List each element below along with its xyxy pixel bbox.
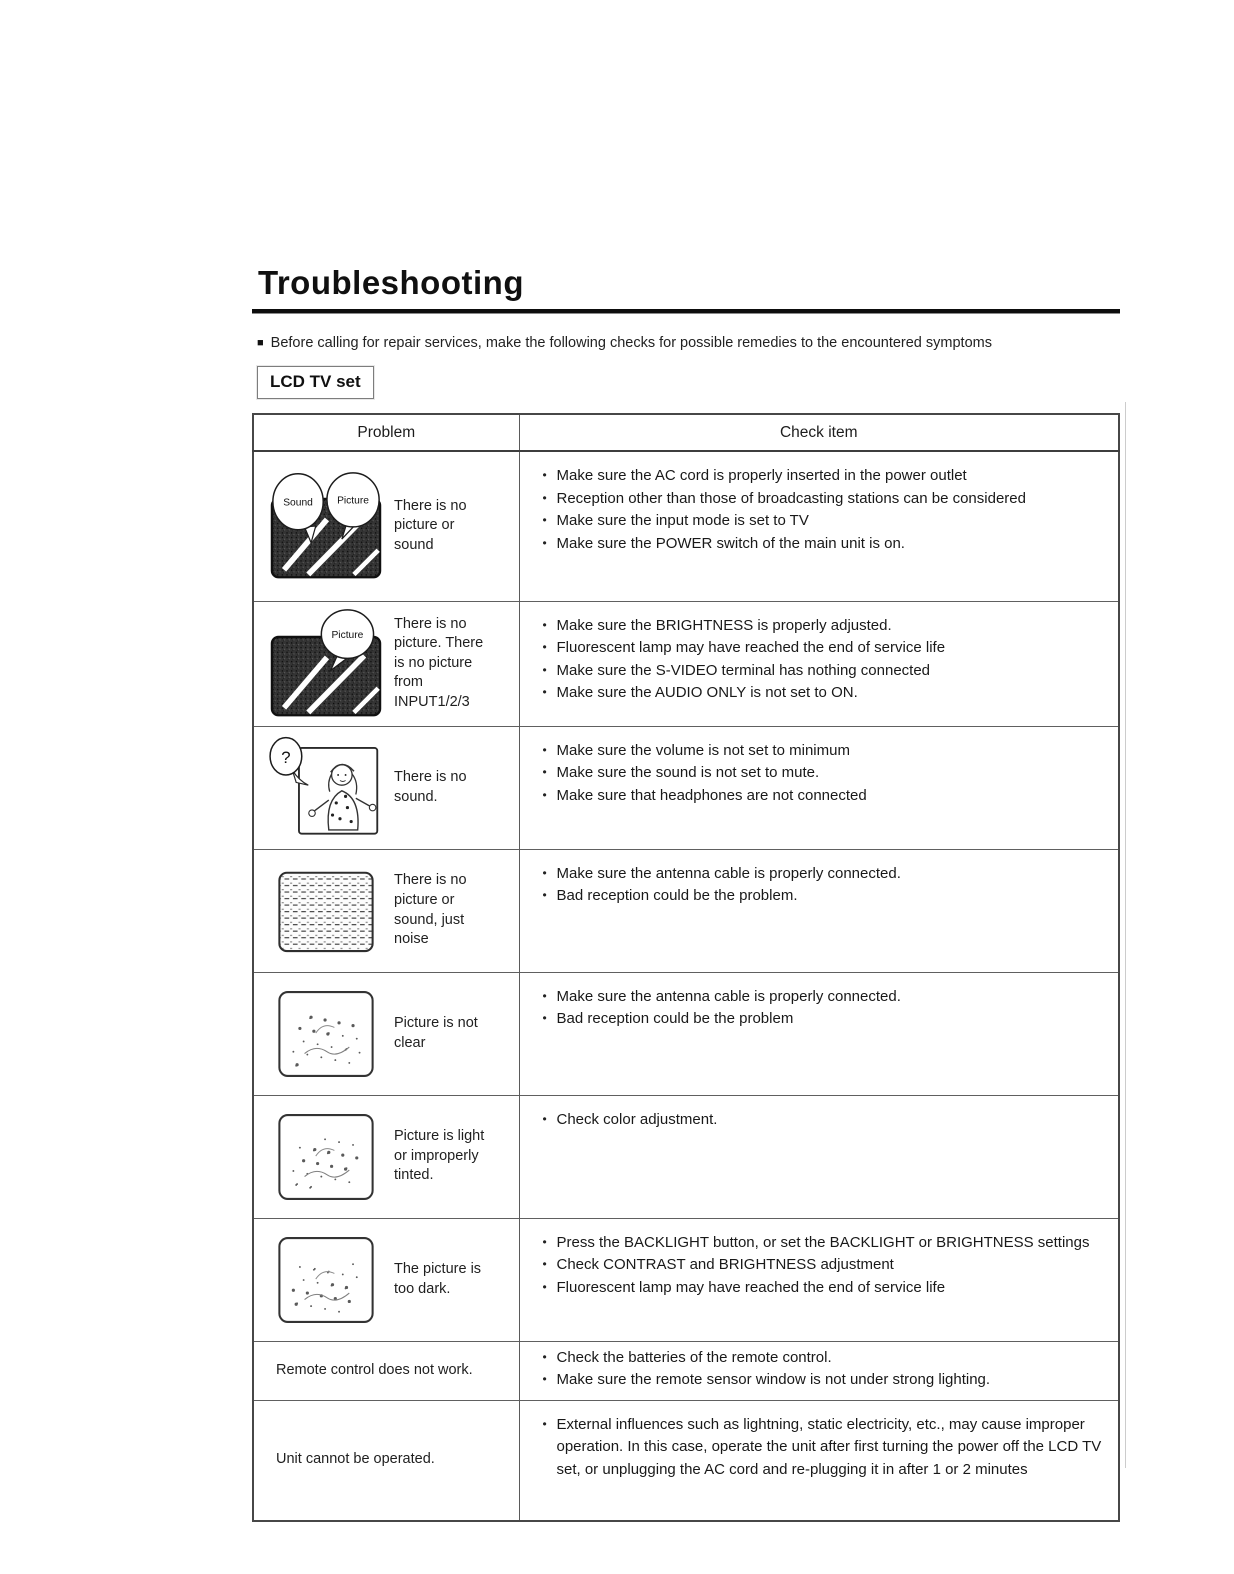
- check-list: [542, 1347, 1107, 1392]
- check-list: [542, 1109, 1107, 1132]
- check-item: [542, 1369, 1107, 1392]
- check-item-text: Make sure the AUDIO ONLY is not set to ON.: [556, 684, 858, 701]
- page-title: Troubleshooting: [258, 264, 524, 301]
- bullet-icon: •: [542, 640, 547, 654]
- tv-noise-illustration: [267, 856, 385, 966]
- speech-bubble-label: ?: [281, 747, 291, 767]
- troubleshooting-page: [252, 264, 1120, 1522]
- table-row: [253, 1400, 1119, 1521]
- title-rule: [252, 309, 1120, 314]
- check-item-text: Make sure the antenna cable is properly connected.: [556, 864, 901, 882]
- bullet-icon: •: [542, 787, 547, 802]
- check-item-cell: [519, 1400, 1119, 1521]
- table-body: [253, 451, 1119, 1521]
- bullet-icon: •: [542, 662, 547, 677]
- problem-cell-content: [267, 733, 513, 843]
- check-item-cell: [519, 972, 1119, 1095]
- check-item: [542, 465, 1107, 488]
- check-list: [542, 863, 1107, 908]
- check-item-text: Press the BACKLIGHT button, or set the BACKLIGHT or BRIGHTNESS settings: [556, 1233, 1090, 1251]
- check-item-text: Check CONTRAST and BRIGHTNESS adjustment: [556, 1256, 894, 1273]
- bullet-icon: •: [542, 988, 547, 1003]
- check-item: [542, 762, 1107, 785]
- check-item-text: Make sure the sound is not set to mute.: [556, 764, 820, 781]
- bullet-icon: •: [542, 1372, 547, 1386]
- check-item: [542, 986, 1107, 1009]
- check-item-text: Make sure the POWER switch of the main unit is on.: [556, 534, 905, 552]
- problem-text: Picture is light or improperly tinted.: [394, 1128, 485, 1184]
- check-item: [542, 488, 1107, 511]
- problem-cell: [253, 849, 519, 972]
- intro-note: [252, 335, 1120, 351]
- bullet-icon: •: [542, 865, 547, 880]
- bullet-icon: •: [542, 1257, 547, 1271]
- check-item: [542, 533, 1107, 556]
- problem-text: There is no picture or sound: [394, 497, 467, 554]
- table-row: [253, 601, 1119, 726]
- problem-cell: [253, 1341, 519, 1400]
- check-item-text: Make sure the BRIGHTNESS is properly adjusted.: [556, 616, 892, 634]
- problem-cell-content: [267, 471, 513, 581]
- check-item-cell: [519, 451, 1119, 601]
- table-row: [253, 849, 1119, 972]
- check-item: [542, 660, 1107, 683]
- check-item-text: Fluorescent lamp may have reached the end of service life: [556, 1278, 946, 1296]
- check-item: [542, 637, 1107, 660]
- check-item-text: Check color adjustment.: [556, 1110, 718, 1128]
- problem-cell-content: [267, 856, 513, 966]
- check-item-text: Bad reception could be the problem.: [556, 887, 798, 904]
- check-item: [542, 1254, 1107, 1277]
- check-item-cell: [519, 1095, 1119, 1218]
- intro-text: Before calling for repair services, make the following checks for possible remedies to the encountered symptoms: [270, 335, 992, 351]
- check-item: [542, 1414, 1107, 1482]
- problem-column-header: Problem: [253, 414, 519, 451]
- check-item-text: Make sure the input mode is set to TV: [556, 512, 809, 529]
- check-item-cell: [519, 601, 1119, 726]
- bullet-icon: •: [542, 1011, 547, 1025]
- troubleshooting-table: [252, 413, 1120, 1522]
- check-item-cell: [519, 726, 1119, 849]
- problem-cell: [253, 1095, 519, 1218]
- bullet-icon: •: [542, 888, 547, 902]
- check-item-cell: [519, 1218, 1119, 1341]
- check-item: [542, 1109, 1107, 1132]
- bullet-icon: •: [542, 1416, 547, 1431]
- bullet-icon: •: [542, 1234, 547, 1249]
- speech-bubble-label: Picture: [337, 495, 369, 507]
- tv-no-picture-no-sound-illustration: [267, 471, 385, 581]
- check-list: [542, 1232, 1107, 1300]
- check-item-text: Make sure the volume is not set to minimum: [556, 741, 850, 759]
- tv-dark-picture-illustration: [267, 1225, 385, 1335]
- check-item-text: Reception other than those of broadcasting stations can be considered: [556, 489, 1026, 507]
- table-header-row: [253, 414, 1119, 451]
- bullet-icon: •: [542, 468, 547, 482]
- check-item-text: Fluorescent lamp may have reached the end of service life: [556, 639, 946, 656]
- bullet-icon: •: [542, 1111, 547, 1126]
- bullet-icon: •: [542, 617, 547, 632]
- bullet-icon: •: [542, 1279, 547, 1294]
- problem-text: There is no picture. There is no picture from INPUT1/2/3: [394, 615, 484, 710]
- check-list: [542, 1414, 1107, 1482]
- check-item: [542, 1347, 1107, 1370]
- check-item: [542, 785, 1107, 808]
- table-row: [253, 1341, 1119, 1400]
- bullet-icon: •: [542, 490, 547, 505]
- problem-text: Picture is not clear: [394, 1014, 478, 1051]
- check-list: [542, 465, 1107, 555]
- bullet-icon: •: [542, 513, 547, 527]
- problem-cell: [253, 451, 519, 601]
- check-item-text: Make sure the S-VIDEO terminal has nothing connected: [556, 661, 931, 679]
- check-item-cell: [519, 849, 1119, 972]
- table-row: [253, 972, 1119, 1095]
- tv-light-tinted-picture-illustration: [267, 1102, 385, 1212]
- section-label-lcd-tv-set: LCD TV set: [257, 366, 374, 399]
- square-bullet-icon: ■: [257, 337, 264, 349]
- check-list: [542, 615, 1107, 705]
- check-item-text: Bad reception could be the problem: [556, 1010, 794, 1027]
- table-row: [253, 451, 1119, 601]
- table-row: [253, 1218, 1119, 1341]
- check-item-cell: [519, 1341, 1119, 1400]
- bullet-icon: •: [542, 765, 547, 779]
- check-item: [542, 682, 1107, 705]
- table-row: [253, 1095, 1119, 1218]
- problem-cell: [253, 601, 519, 726]
- check-item-text: Make sure that headphones are not connected: [556, 786, 867, 804]
- no-sound-person-illustration: [267, 733, 385, 843]
- problem-text: There is no sound.: [394, 768, 467, 805]
- problem-cell-content: [267, 1225, 513, 1335]
- check-item-text: External influences such as lightning, static electricity, etc., may cause improper operation. In this case, operate the unit after first turning the power off the LCD TV set, or unplugging the AC cord and re-plugging it in after 1 or 2 minutes: [556, 1415, 1102, 1478]
- problem-cell-content: [267, 979, 513, 1089]
- check-item-text: Check the batteries of the remote control.: [556, 1348, 832, 1366]
- problem-text: The picture is too dark.: [394, 1260, 482, 1297]
- problem-cell: [253, 972, 519, 1095]
- check-item-text: Make sure the antenna cable is properly connected.: [556, 987, 901, 1005]
- check-item: [542, 885, 1107, 908]
- check-item: [542, 1277, 1107, 1300]
- tv-unclear-picture-illustration: [267, 979, 385, 1089]
- check-list: [542, 740, 1107, 808]
- check-item-column-header: Check item: [519, 414, 1119, 451]
- problem-cell: [253, 1218, 519, 1341]
- tv-no-picture-illustration: [267, 609, 385, 719]
- problem-cell-content: [267, 609, 513, 719]
- table-row: [253, 726, 1119, 849]
- check-item: [542, 863, 1107, 886]
- bullet-icon: •: [542, 685, 547, 699]
- check-item: [542, 1232, 1107, 1255]
- check-item: [542, 740, 1107, 763]
- bullet-icon: •: [542, 535, 547, 550]
- problem-cell-content: [267, 1102, 513, 1212]
- page-edge-scan-line: [1125, 402, 1126, 1468]
- check-list: [542, 986, 1107, 1031]
- problem-text: Remote control does not work.: [276, 1361, 473, 1378]
- check-item: [542, 1008, 1107, 1031]
- bullet-icon: •: [542, 742, 547, 757]
- problem-text: There is no picture or sound, just noise: [394, 872, 467, 948]
- check-item: [542, 510, 1107, 533]
- speech-bubble-label: Sound: [283, 497, 313, 509]
- problem-text: Unit cannot be operated.: [276, 1451, 435, 1468]
- problem-cell-content: [276, 1450, 513, 1470]
- check-item-text: Make sure the remote sensor window is not under strong lighting.: [556, 1371, 991, 1388]
- speech-bubble-label: Picture: [331, 629, 364, 641]
- check-item: [542, 615, 1107, 638]
- bullet-icon: •: [542, 1349, 547, 1364]
- problem-cell: [253, 726, 519, 849]
- problem-cell-content: [276, 1361, 513, 1381]
- problem-cell: [253, 1400, 519, 1521]
- check-item-text: Make sure the AC cord is properly inserted in the power outlet: [556, 467, 967, 484]
